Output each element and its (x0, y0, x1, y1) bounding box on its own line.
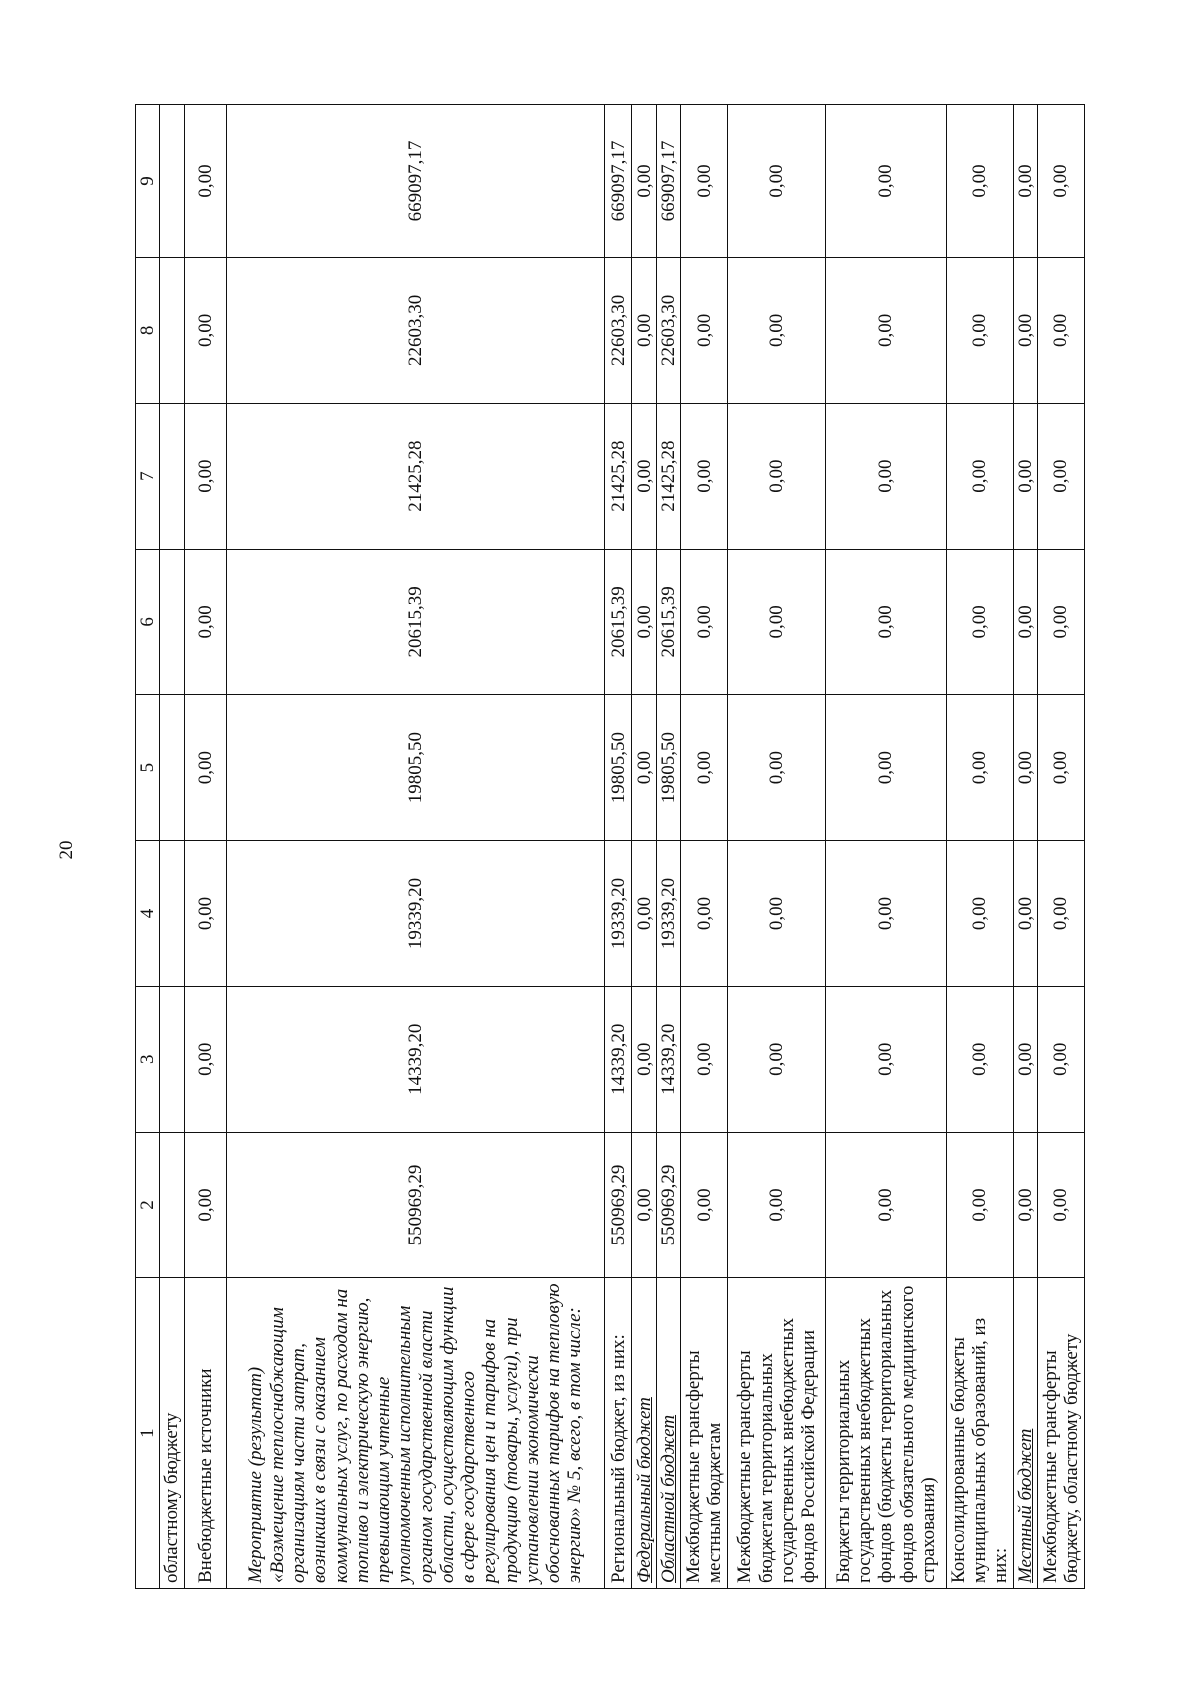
table-row (160, 105, 184, 1589)
value-cell: 0,00 (1013, 549, 1037, 695)
row-label: Областной бюджет (656, 1278, 680, 1589)
value-cell: 0,00 (184, 257, 226, 403)
value-cell: 0,00 (681, 257, 728, 403)
row-label: Консолидированные бюджеты муниципальных образований, из них: (946, 1278, 1013, 1589)
value-cell: 0,00 (1013, 403, 1037, 549)
table-row (632, 105, 656, 1589)
value-cell: 0,00 (632, 257, 656, 403)
header-cell: 9 (136, 105, 160, 258)
value-cell: 0,00 (1037, 549, 1084, 695)
value-cell: 0,00 (1037, 695, 1084, 841)
value-cell: 0,00 (946, 105, 1013, 258)
value-cell: 0,00 (728, 105, 826, 258)
value-cell: 14339,20 (656, 986, 680, 1132)
table-row (226, 105, 605, 1589)
value-cell (160, 549, 184, 695)
header-cell: 3 (136, 986, 160, 1132)
value-cell: 0,00 (728, 695, 826, 841)
value-cell: 22603,30 (656, 257, 680, 403)
value-cell: 0,00 (728, 841, 826, 987)
value-cell: 550969,29 (226, 1132, 605, 1278)
value-cell: 0,00 (184, 986, 226, 1132)
value-cell: 0,00 (826, 841, 946, 987)
value-cell: 0,00 (1037, 257, 1084, 403)
value-cell: 550969,29 (605, 1132, 632, 1278)
table-row (605, 105, 632, 1589)
value-cell: 20615,39 (605, 549, 632, 695)
value-cell: 0,00 (1013, 695, 1037, 841)
value-cell: 0,00 (728, 549, 826, 695)
value-cell: 0,00 (1037, 986, 1084, 1132)
value-cell: 0,00 (826, 695, 946, 841)
value-cell: 22603,30 (605, 257, 632, 403)
value-cell: 669097,17 (656, 105, 680, 258)
value-cell: 19805,50 (605, 695, 632, 841)
value-cell: 0,00 (1013, 257, 1037, 403)
table-row (728, 105, 826, 1589)
value-cell: 0,00 (826, 1132, 946, 1278)
value-cell: 21425,28 (656, 403, 680, 549)
row-label: Межбюджетные трансферты местным бюджетам (681, 1278, 728, 1589)
value-cell: 0,00 (1013, 1132, 1037, 1278)
value-cell: 19339,20 (605, 841, 632, 987)
row-label: Межбюджетные трансферты бюджетам территориальных государственных внебюджетных фондов Российской Федерации (728, 1278, 826, 1589)
value-cell: 0,00 (681, 549, 728, 695)
value-cell (160, 1132, 184, 1278)
value-cell: 0,00 (184, 403, 226, 549)
value-cell: 0,00 (184, 841, 226, 987)
value-cell: 0,00 (826, 549, 946, 695)
value-cell: 19805,50 (656, 695, 680, 841)
table-row (1013, 105, 1037, 1589)
value-cell: 20615,39 (226, 549, 605, 695)
table-header-row (136, 105, 160, 1589)
row-label: Межбюджетные трансферты бюджету, областному бюджету (1037, 1278, 1084, 1589)
page-number: 20 (56, 840, 77, 860)
table-row (1037, 105, 1084, 1589)
value-cell: 0,00 (1037, 841, 1084, 987)
value-cell: 0,00 (681, 695, 728, 841)
header-cell: 1 (136, 1278, 160, 1589)
table-row (826, 105, 946, 1589)
row-label: Региональный бюджет, из них: (605, 1278, 632, 1589)
value-cell: 0,00 (632, 986, 656, 1132)
value-cell: 22603,30 (226, 257, 605, 403)
value-cell: 550969,29 (656, 1132, 680, 1278)
header-cell: 6 (136, 549, 160, 695)
row-label: областному бюджету (160, 1278, 184, 1589)
value-cell: 0,00 (184, 695, 226, 841)
value-cell (160, 695, 184, 841)
value-cell: 0,00 (184, 105, 226, 258)
value-cell: 0,00 (946, 1132, 1013, 1278)
value-cell: 0,00 (728, 403, 826, 549)
header-cell: 2 (136, 1132, 160, 1278)
header-cell: 7 (136, 403, 160, 549)
value-cell (160, 257, 184, 403)
value-cell: 0,00 (826, 986, 946, 1132)
value-cell: 0,00 (681, 841, 728, 987)
value-cell: 0,00 (826, 105, 946, 258)
row-label: Бюджеты территориальных государственных внебюджетных фондов (бюджеты территориальных фондов обязательного медицинского страхования) (826, 1278, 946, 1589)
value-cell: 19805,50 (226, 695, 605, 841)
value-cell: 0,00 (681, 1132, 728, 1278)
value-cell (160, 986, 184, 1132)
row-label: Мероприятие (результат) «Возмещение теплоснабжающим организациям части затрат, возникших в связи с оказанием коммунальных услуг, по расходам на топливо и электрическую энергию, превышающим учтенные уполномоченным исполнительным органом государственной власти области, осуществляющим функции в сфере государственного регулирования цен и тарифов на продукцию (товары, услуги), при установлении экономически обоснованных тарифов на тепловую энергию» № 5, всего, в том числе: (226, 1278, 605, 1589)
value-cell: 0,00 (632, 403, 656, 549)
value-cell (160, 841, 184, 987)
value-cell: 669097,17 (605, 105, 632, 258)
value-cell: 0,00 (681, 105, 728, 258)
rotated-table-container (135, 104, 1085, 1589)
value-cell: 0,00 (632, 105, 656, 258)
value-cell: 0,00 (946, 549, 1013, 695)
value-cell: 21425,28 (226, 403, 605, 549)
value-cell: 0,00 (632, 1132, 656, 1278)
header-cell: 5 (136, 695, 160, 841)
value-cell: 0,00 (1013, 105, 1037, 258)
value-cell: 0,00 (1037, 105, 1084, 258)
value-cell: 0,00 (728, 1132, 826, 1278)
value-cell: 19339,20 (226, 841, 605, 987)
header-cell: 8 (136, 257, 160, 403)
value-cell: 21425,28 (605, 403, 632, 549)
value-cell: 0,00 (946, 257, 1013, 403)
value-cell: 0,00 (184, 549, 226, 695)
value-cell: 0,00 (946, 695, 1013, 841)
value-cell: 0,00 (632, 549, 656, 695)
budget-table (135, 104, 1085, 1589)
value-cell: 0,00 (632, 841, 656, 987)
value-cell (160, 105, 184, 258)
value-cell: 14339,20 (226, 986, 605, 1132)
value-cell: 14339,20 (605, 986, 632, 1132)
value-cell: 0,00 (681, 986, 728, 1132)
value-cell: 0,00 (826, 403, 946, 549)
value-cell (160, 403, 184, 549)
table-row (681, 105, 728, 1589)
value-cell: 20615,39 (656, 549, 680, 695)
value-cell: 0,00 (681, 403, 728, 549)
value-cell: 0,00 (632, 695, 656, 841)
value-cell: 669097,17 (226, 105, 605, 258)
row-label: Внебюджетные источники (184, 1278, 226, 1589)
value-cell: 0,00 (946, 841, 1013, 987)
value-cell: 19339,20 (656, 841, 680, 987)
value-cell: 0,00 (1013, 986, 1037, 1132)
value-cell: 0,00 (1037, 1132, 1084, 1278)
value-cell: 0,00 (1037, 403, 1084, 549)
value-cell: 0,00 (946, 403, 1013, 549)
row-label: Федеральный бюджет (632, 1278, 656, 1589)
value-cell: 0,00 (728, 257, 826, 403)
value-cell: 0,00 (1013, 841, 1037, 987)
row-label: Местный бюджет (1013, 1278, 1037, 1589)
value-cell: 0,00 (946, 986, 1013, 1132)
table-row (946, 105, 1013, 1589)
header-cell: 4 (136, 841, 160, 987)
value-cell: 0,00 (184, 1132, 226, 1278)
table-row (184, 105, 226, 1589)
table-row (656, 105, 680, 1589)
value-cell: 0,00 (826, 257, 946, 403)
value-cell: 0,00 (728, 986, 826, 1132)
